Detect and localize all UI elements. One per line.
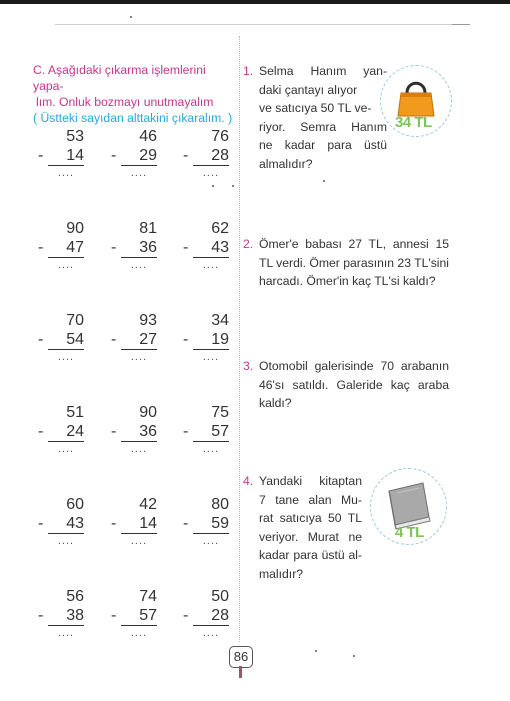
minus-sign: -	[183, 147, 189, 164]
instruction-line: C. Aşağıdaki çıkarma işlemlerini yapa-	[33, 63, 206, 93]
answer-blank[interactable]: ....	[202, 627, 220, 639]
minus-sign: -	[111, 515, 117, 532]
subtrahend-row	[183, 238, 229, 258]
minus-sign: -	[38, 515, 44, 532]
question-line: 7 tane alan Mu-	[259, 492, 362, 507]
subtrahend-row	[183, 514, 229, 534]
answer-blank[interactable]: ....	[130, 167, 148, 179]
question-line: Ömer'e babası 27 TL, annesi 15	[259, 237, 449, 251]
question-text	[243, 235, 449, 289]
subtrahend-row	[38, 146, 84, 166]
answer-blank[interactable]: ....	[130, 443, 148, 455]
subtrahend: 43	[211, 239, 229, 256]
minuend: 74	[139, 588, 157, 605]
subtrahend-row	[183, 606, 229, 626]
minus-sign: -	[38, 239, 44, 256]
subtraction-problem	[183, 587, 229, 642]
subtraction-problem	[38, 403, 84, 458]
speck	[323, 180, 325, 182]
subtrahend: 27	[139, 331, 157, 348]
subtrahend-row	[111, 238, 157, 258]
answer-blank[interactable]: ....	[57, 443, 75, 455]
question-line: daki çantayı alıyor	[259, 82, 358, 97]
subtrahend: 47	[66, 239, 84, 256]
question-line: kadar para üstü al-	[259, 548, 362, 563]
subtraction-problem	[111, 403, 157, 458]
speck	[130, 16, 132, 18]
answer-blank[interactable]: ....	[57, 259, 75, 271]
subtraction-problem	[38, 219, 84, 274]
question-line: Yandaki kitaptan	[259, 474, 362, 488]
minuend: 60	[66, 496, 84, 513]
minus-sign: -	[111, 423, 117, 440]
minuend: 90	[66, 220, 84, 237]
subtrahend-row	[111, 330, 157, 350]
minus-sign: -	[183, 423, 189, 440]
minuend: 70	[66, 312, 84, 329]
answer-blank[interactable]: ....	[202, 535, 220, 547]
subtraction-problem	[111, 495, 157, 550]
question-line: harcadı. Ömer'in kaç TL'si kaldı?	[259, 274, 436, 289]
subtrahend: 54	[66, 331, 84, 348]
minuend: 75	[211, 404, 229, 421]
subtrahend-row	[38, 330, 84, 350]
minus-sign: -	[111, 607, 117, 624]
minuend: 42	[139, 496, 157, 513]
subtrahend: 59	[211, 515, 229, 532]
subtrahend: 36	[139, 239, 157, 256]
question-text	[243, 357, 449, 411]
subtrahend: 28	[211, 607, 229, 624]
minus-sign: -	[111, 239, 117, 256]
minuend: 62	[211, 220, 229, 237]
answer-blank[interactable]: ....	[57, 351, 75, 363]
answer-blank[interactable]: ....	[202, 259, 220, 271]
question-number: 4.	[243, 474, 254, 488]
subtraction-problem	[111, 311, 157, 366]
minus-sign: -	[38, 331, 44, 348]
subtrahend-row	[183, 422, 229, 442]
minus-sign: -	[111, 147, 117, 164]
column-divider	[239, 36, 240, 642]
answer-blank[interactable]: ....	[130, 259, 148, 271]
subtrahend: 14	[66, 147, 84, 164]
price-badge	[370, 468, 447, 545]
subtraction-problem	[183, 219, 229, 274]
minuend: 51	[66, 404, 84, 421]
minuend: 50	[211, 588, 229, 605]
minuend: 80	[211, 496, 229, 513]
subtraction-problem	[38, 311, 84, 366]
answer-blank[interactable]: ....	[57, 535, 75, 547]
minus-sign: -	[183, 331, 189, 348]
subtrahend-row	[111, 422, 157, 442]
subtrahend-row	[111, 606, 157, 626]
price-badge	[380, 65, 452, 137]
minuend: 76	[211, 128, 229, 145]
question-line: TL verdi. Ömer parasının 23 TL'sini	[259, 255, 449, 270]
subtrahend-row	[111, 146, 157, 166]
header-rule-mark	[452, 24, 470, 25]
minus-sign: -	[38, 607, 44, 624]
subtrahend: 57	[139, 607, 157, 624]
answer-blank[interactable]: ....	[57, 167, 75, 179]
minus-sign: -	[38, 147, 44, 164]
answer-blank[interactable]: ....	[130, 627, 148, 639]
subtrahend-row	[38, 514, 84, 534]
question-number: 3.	[243, 359, 254, 373]
minus-sign: -	[183, 515, 189, 532]
subtraction-problem	[111, 219, 157, 274]
question-line: rat satıcıya 50 TL	[259, 511, 362, 526]
subtrahend: 24	[66, 423, 84, 440]
instruction-line: lım. Onluk bozmayı unutmayalım	[36, 95, 214, 109]
question-number: 2.	[243, 237, 254, 251]
subtrahend-row	[183, 330, 229, 350]
answer-blank[interactable]: ....	[57, 627, 75, 639]
question-text	[243, 62, 387, 171]
answer-blank[interactable]: ....	[130, 351, 148, 363]
subtrahend: 57	[211, 423, 229, 440]
minuend: 53	[66, 128, 84, 145]
subtrahend: 43	[66, 515, 84, 532]
subtraction-problem	[38, 127, 84, 182]
minus-sign: -	[183, 239, 189, 256]
subtraction-problem	[183, 127, 229, 182]
speck	[212, 185, 214, 187]
answer-blank[interactable]: ....	[202, 351, 220, 363]
subtraction-problem	[183, 495, 229, 550]
question-number: 1.	[243, 64, 254, 78]
subtraction-problem	[183, 311, 229, 366]
minus-sign: -	[111, 331, 117, 348]
page-tab	[239, 666, 242, 678]
instruction-note: ( Üstteki sayıdan alttakini çıkaralım. )	[33, 111, 233, 125]
subtraction-problem	[111, 587, 157, 642]
question-line: kaldı?	[259, 396, 292, 411]
question-line: ve satıcıya 50 TL ve-	[259, 101, 372, 116]
question-line: veriyor. Murat ne	[259, 529, 362, 544]
answer-blank[interactable]: ....	[130, 535, 148, 547]
minuend: 90	[139, 404, 157, 421]
subtrahend: 36	[139, 423, 157, 440]
question-text	[243, 472, 362, 581]
subtrahend-row	[183, 146, 229, 166]
minuend: 93	[139, 312, 157, 329]
question-line: malıdır?	[259, 566, 304, 581]
minuend: 56	[66, 588, 84, 605]
top-edge-bar	[0, 0, 510, 4]
speck	[232, 185, 234, 187]
question-line: Selma Hanım yan-	[259, 64, 387, 78]
minus-sign: -	[38, 423, 44, 440]
question-line: ne kadar para üstü	[259, 138, 387, 153]
book-price-label: 4 TL	[395, 524, 424, 541]
subtrahend: 19	[211, 331, 229, 348]
subtrahend-row	[111, 514, 157, 534]
answer-blank[interactable]: ....	[202, 167, 220, 179]
question-line: riyor. Semra Hanım	[259, 119, 387, 134]
subtrahend-row	[38, 422, 84, 442]
question-line: Otomobil galerisinde 70 arabanın	[259, 359, 449, 373]
bag-price-label: 34 TL	[395, 114, 432, 131]
subtrahend: 28	[211, 147, 229, 164]
header-rule	[55, 24, 470, 25]
minuend: 34	[211, 312, 229, 329]
subtraction-problem	[38, 587, 84, 642]
subtrahend: 29	[139, 147, 157, 164]
speck	[315, 650, 317, 652]
page-number: 86	[229, 646, 253, 668]
minuend: 81	[139, 220, 157, 237]
subtrahend: 14	[139, 515, 157, 532]
subtraction-problem	[38, 495, 84, 550]
subtraction-problem	[111, 127, 157, 182]
subtrahend: 38	[66, 607, 84, 624]
answer-blank[interactable]: ....	[202, 443, 220, 455]
minuend: 46	[139, 128, 157, 145]
speck	[353, 655, 355, 657]
question-line: 46'sı satıldı. Galeride kaç araba	[259, 377, 449, 392]
section-instruction	[33, 62, 238, 126]
minus-sign: -	[183, 607, 189, 624]
subtrahend-row	[38, 238, 84, 258]
question-line: almalıdır?	[259, 156, 313, 171]
subtrahend-row	[38, 606, 84, 626]
subtraction-problem	[183, 403, 229, 458]
